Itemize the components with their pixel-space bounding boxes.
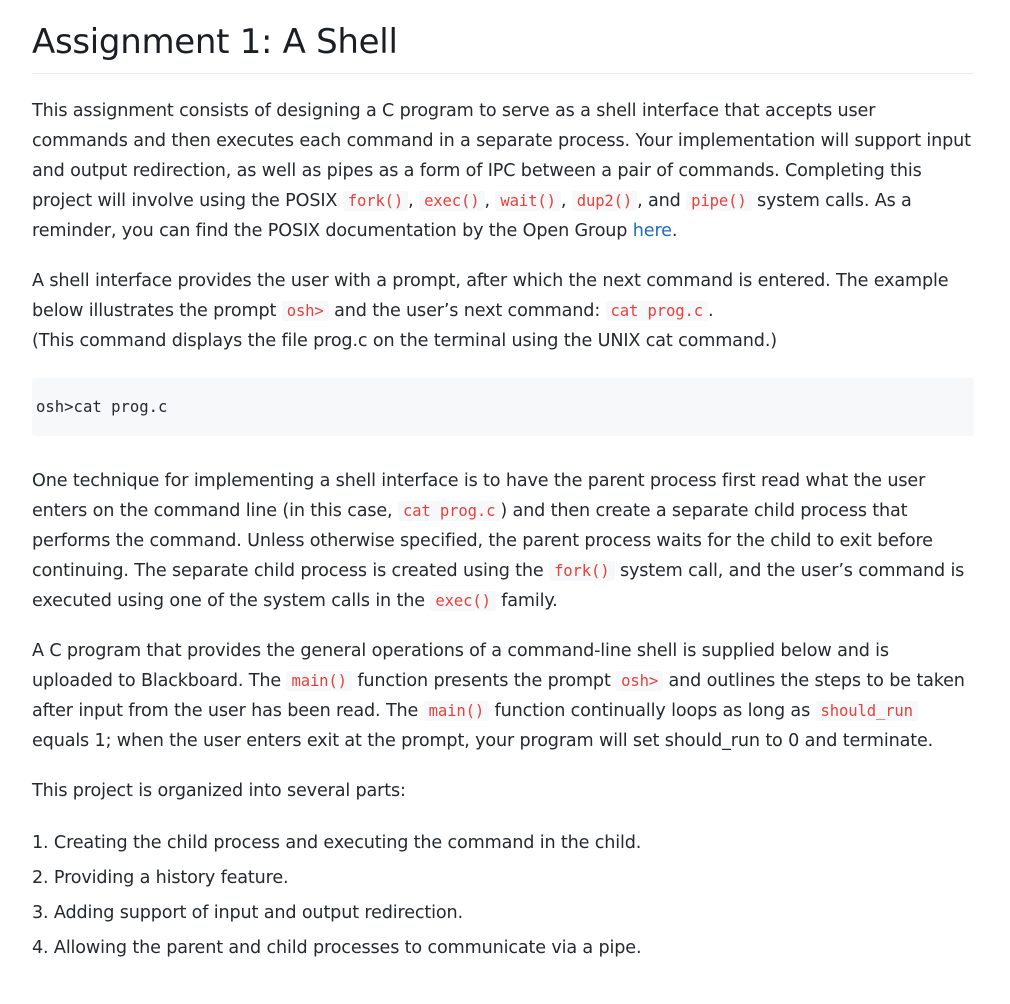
- text: family.: [495, 591, 558, 611]
- inline-code: cat prog.c: [398, 501, 500, 521]
- text: equals 1; when the user enters exit at the prompt, your program will set should_run to 0 and terminate.: [32, 731, 934, 751]
- inline-code: cat prog.c: [606, 301, 708, 321]
- list-item: 3. Adding support of input and output redirection.: [32, 903, 463, 923]
- inline-code: exec(): [430, 591, 495, 611]
- text: ,: [484, 191, 496, 211]
- text: function continually loops as long as: [489, 701, 816, 721]
- inline-code: wait(): [495, 191, 560, 211]
- list-item: 4. Allowing the parent and child processes to communicate via a pipe.: [32, 938, 642, 958]
- text: (This command displays the file prog.c on the terminal using the UNIX cat command.): [32, 331, 777, 351]
- text: ,: [560, 191, 572, 211]
- list-item: 1. Creating the child process and executing the command in the child.: [32, 833, 642, 853]
- program-paragraph: [32, 636, 974, 756]
- inline-code: osh>: [616, 671, 663, 691]
- parts-intro: This project is organized into several parts:: [32, 781, 406, 801]
- text: A C program that provides the general operations of a command-line shell is supplied below and is uploaded to Blackboard. The: [32, 641, 889, 691]
- inline-code: main(): [424, 701, 489, 721]
- text: A shell interface provides the user with a prompt, after which the next command is entered. The example below illustrates the prompt: [32, 271, 949, 321]
- text: .: [707, 301, 714, 321]
- inline-code: dup2(): [572, 191, 637, 211]
- text: system call, and the user’s command is executed using one of the system calls in the: [32, 561, 965, 611]
- inline-code: fork(): [343, 191, 408, 211]
- inline-code: osh>: [282, 301, 329, 321]
- code-block: osh>cat prog.c: [32, 378, 974, 436]
- intro-paragraph: [32, 96, 974, 246]
- text: ) and then create a separate child process that performs the command. Unless otherwise specified, the parent process waits for the child to exit before continuing. The separate child process is created using the: [32, 501, 933, 581]
- inline-code: should_run: [816, 701, 918, 721]
- parts-list: [32, 826, 974, 966]
- text: This assignment consists of designing a C program to serve as a shell interface that accepts user commands and then executes each command in a separate process. Your implementation will support input and output redirection, as well as pipes as a form of IPC between a pair of commands. Completing this project will involve using the POSIX: [32, 101, 971, 211]
- text: function presents the prompt: [351, 671, 617, 691]
- text: , and: [637, 191, 687, 211]
- inline-code: pipe(): [686, 191, 751, 211]
- inline-code: main(): [286, 671, 351, 691]
- technique-paragraph: [32, 466, 974, 616]
- text: ,: [408, 191, 420, 211]
- text: system calls. As a reminder, you can find the POSIX documentation by the Open Group: [32, 191, 912, 241]
- text: .: [671, 221, 678, 241]
- inline-code: exec(): [419, 191, 484, 211]
- inline-code: fork(): [549, 561, 614, 581]
- prompt-paragraph: [32, 266, 974, 356]
- text: and outlines the steps to be taken after input from the user has been read. The: [32, 671, 965, 721]
- posix-docs-link[interactable]: here: [632, 221, 672, 241]
- text: One technique for implementing a shell interface is to have the parent process first read what the user enters on the command line (in this case,: [32, 471, 926, 521]
- page-title: Assignment 1: A Shell: [32, 0, 974, 74]
- text: and the user’s next command:: [328, 301, 606, 321]
- list-item: 2. Providing a history feature.: [32, 868, 289, 888]
